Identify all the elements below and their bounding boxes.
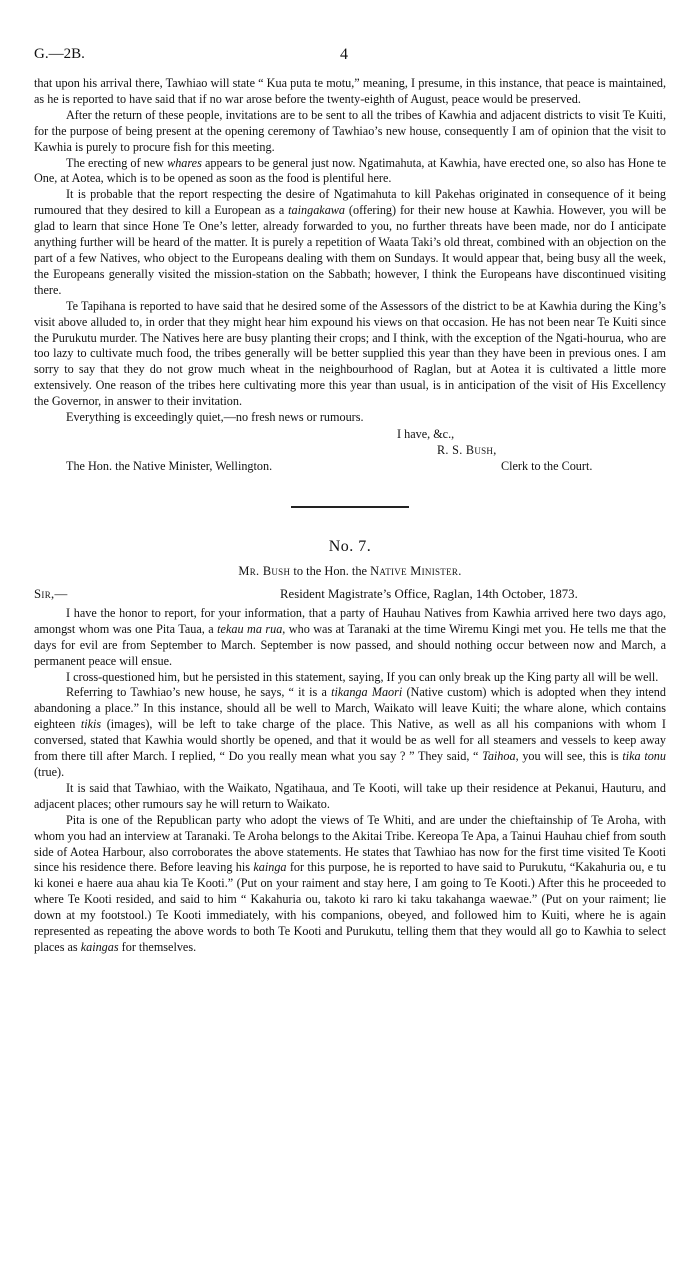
- paragraph: I cross-questioned him, but he persisted in this statement, saying, If you can only break up the King party all will be well.: [66, 669, 659, 684]
- maori-term: whares: [167, 155, 202, 170]
- signatory-title: Clerk to the Court.: [501, 458, 593, 473]
- page-header: [34, 46, 666, 76]
- paragraph: Everything is exceedingly quiet,—no fresh news or rumours.: [66, 410, 364, 425]
- maori-term: kaingas: [80, 939, 119, 954]
- signatory-name: R. S. Bush,: [437, 442, 497, 457]
- maori-term: Taihoa: [482, 749, 516, 764]
- paragraph: After the return of these people, invitations are to be sent to all the tribes of Kawhia and adjacent districts to visit Te Kuiti, for the purpose of being present at the opening ceremony of Tawhiao’s new house, consequently I am of opinion that the visit to Kawhia is purely to procure fish for this meeting.: [34, 107, 666, 154]
- paragraph: that upon his arrival there, Tawhiao will state “ Kua puta te motu,” meaning, I presume, in this instance, that peace is maintained, as he is reported to have said that if no war arose before the twenty-eighth of August, peace would be preserved.: [34, 76, 666, 106]
- maori-term: tekau ma rua: [217, 621, 283, 636]
- paragraph: The erecting of new whares appears to be general just now. Ngatimahuta, at Kawhia, have erected one, so also has Hone te One, at Aotea, which is to be opened as soon as the food is plentiful here.: [34, 155, 667, 186]
- letter-heading: Mr. Bush to the Hon. the Native Minister.: [238, 563, 462, 578]
- closing: I have, &c.,: [397, 426, 455, 441]
- paragraph: Te Tapihana is reported to have said that he desired some of the Assessors of the district to be at Kawhia during the King’s visit above alluded to, in order that they might hear him expound his views on that occasion. He has not been near Te Kuiti since the Purukutu murder. The Natives here are busy planting their crops; and I think, with the exception of the Ngati-hourua, who are too lazy to cultivate much food, the tribes generally will be better supplied this year than they have been in previous ones. I am sorry to say that they do not grow much wheat in the neighbourhood of Raglan, but at Aotea it is cultivated a little more extensively. One reason of the tribes here cultivating more this year than usual, is in anticipation of the visit of His Excellency the Governor, in answer to their invitation.: [34, 298, 666, 409]
- maori-term: kainga: [253, 860, 287, 875]
- paragraph: I have the honor to report, for your information, that a party of Hauhau Natives from Kawhia arrived here two days ago, amongst whom was one Pita Taua, a tekau ma rua, who was at Taranaki at the time Wiremu Kingi met you. He tells me that the days for evil are from September to March. September is now passed, and should nothing occur between now and March, a permanent peace will ensue.: [34, 605, 667, 668]
- maori-term: tika tonu: [622, 749, 666, 764]
- section-divider: [291, 506, 409, 508]
- letter-number: No. 7.: [328, 537, 372, 555]
- paragraph: Referring to Tawhiao’s new house, he says, “ it is a tikanga Maori (Native custom) which is adopted when they intend abandoning a place.” In this instance, should all be well to March, Waikato will leave Kuiti; the whare alone, which contains eighteen tikis (images), will be left to take charge of the place. This Native, as well as all his companions with whom I conversed, stated that Kawhia would shortly be opened, and that it would be as well for all steamers and vessels to keep away from there till after March. I replied, “ Do you really mean what you say ? ” They said, “ Taihoa, you will see, this is tika tonu (true).: [34, 685, 666, 779]
- paragraph: It is said that Tawhiao, with the Waikato, Ngatihaua, and Te Kooti, will take up their residence at Pekanui, Hauturu, and adjacent places; other rumours say he will return to Waikato.: [34, 780, 666, 811]
- paper-reference: G.—2B.: [34, 46, 85, 62]
- salutation: Sir,—: [34, 586, 68, 601]
- paragraph: Pita is one of the Republican party who adopt the views of Te Whiti, and are under the chieftainship of Te Aroha, with whom you had an interview at Taranaki. Te Aroha belongs to the Akitai Tribe. Kereopa Te Apa, a Tainui Hauhau chief from south side of Aotea Harbour, also corroborates the above statements. He states that Tawhiao has now for the first time visited Te Kooti since his residence there. Before leaving his kainga for this purpose, he is reported to have said to Purukutu, “Kakahuria ou, e tu ki konei e haere aua ahau kia Te Kooti.” (Put on your raiment and stay here, I am going to Te Kooti.) After this he proceeded to where Te Kooti resided, and said to him “ Kakahuria ou, takoto ki raro ki taku takahanga waewae.” (Put on your raiment; lie down at my footstool.) Te Kooti immediately, with his companions, obeyed, and followed him to Kuiti, where he is again represented as repeating the above words to both Te Kooti and Purukutu, telling them that they would all go to Kawhia to select places as kaingas for themselves.: [34, 812, 667, 954]
- signature-block: [34, 426, 666, 476]
- letter-7-body: [34, 606, 666, 956]
- document-page: [0, 46, 700, 1277]
- maori-term: taingakawa: [288, 203, 346, 218]
- paragraph: It is probable that the report respecting the desire of Ngatimahuta to kill Pakehas originated in consequence of it being rumoured that they desired to kill a European as a taingakawa (offering) for their new house at Kawhia. However, you will be glad to learn that since Hone Te One’s letter, already forwarded to you, no further threats have been made, nor do I anticipate anything further will be heard of the matter. It is purely a repetition of Waata Taki’s old threat, combined with an objection on the part of a few Natives, who object to the Europeans dealing with them on Sundays. It would appear that, being busy all the week, the Europeans generally visited the mission-station on the Sabbath; however, I think the Europeans have discontinued visiting there.: [34, 187, 666, 297]
- letter-6-body: [34, 76, 666, 426]
- maori-term: tikis: [80, 717, 102, 732]
- maori-term: tikanga Maori: [331, 685, 403, 700]
- office-date: Resident Magistrate’s Office, Raglan, 14th October, 1873.: [280, 586, 578, 601]
- dateline: [34, 587, 666, 604]
- addressee: The Hon. the Native Minister, Wellington.: [66, 458, 273, 473]
- page-number: 4: [340, 46, 348, 63]
